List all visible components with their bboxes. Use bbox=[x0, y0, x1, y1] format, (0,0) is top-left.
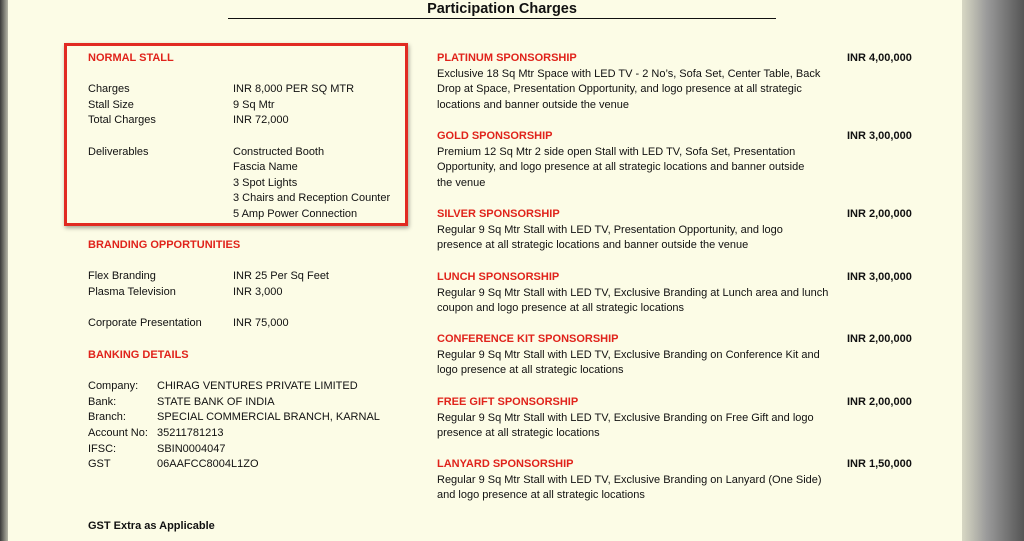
sponsorship-desc-line: presence at all strategic locations and banner outside the venue bbox=[437, 239, 749, 252]
banking-heading: BANKING DETAILS bbox=[88, 349, 189, 361]
banking-row-label: Branch: bbox=[88, 411, 126, 424]
stall-row-value: INR 72,000 bbox=[233, 114, 289, 127]
banking-row-value: 35211781213 bbox=[157, 426, 224, 439]
branding-row-label: Plasma Television bbox=[88, 285, 176, 298]
banking-row bbox=[88, 457, 380, 473]
sponsorship-desc-line: the venue bbox=[437, 176, 486, 189]
sponsorship-name: SILVER SPONSORSHIP bbox=[437, 208, 560, 220]
normal-stall-heading: NORMAL STALL bbox=[88, 52, 174, 64]
branding-row-label: Corporate Presentation bbox=[88, 316, 202, 329]
banking-row-value: 06AAFCC8004L1ZO bbox=[157, 458, 259, 471]
sponsorship-name: GOLD SPONSORSHIP bbox=[437, 130, 553, 142]
sponsorship-platinum bbox=[437, 51, 837, 113]
window-frame-left bbox=[0, 0, 8, 541]
banking-row-label: IFSC: bbox=[88, 442, 117, 455]
deliverables-block bbox=[88, 145, 390, 223]
banking-row bbox=[88, 410, 380, 426]
stall-row bbox=[88, 82, 390, 98]
sponsorship-desc-line: logo presence at all strategic locations bbox=[437, 364, 624, 377]
sponsorship-name: FREE GIFT SPONSORSHIP bbox=[437, 396, 579, 408]
branding-row-value: INR 75,000 bbox=[233, 316, 289, 329]
sponsorship-name: LANYARD SPONSORSHIP bbox=[437, 458, 574, 470]
sponsorship-desc-line: Opportunity, and logo presence at all strategic locations and banner outside bbox=[437, 161, 805, 174]
sponsorship-desc-line: presence at all strategic locations bbox=[437, 427, 600, 440]
branding-row bbox=[88, 285, 329, 301]
page-title: Participation Charges bbox=[228, 0, 776, 19]
sponsorship-desc-line: Regular 9 Sq Mtr Stall with LED TV, Exclusive Branding at Lunch area and lunch bbox=[437, 286, 829, 299]
branding-row bbox=[88, 269, 329, 285]
sponsorship-desc-line: Regular 9 Sq Mtr Stall with LED TV, Exclusive Branding on Free Gift and logo bbox=[437, 411, 814, 424]
sponsorship-name: LUNCH SPONSORSHIP bbox=[437, 271, 560, 283]
sponsorship-price: INR 1,50,000 bbox=[847, 458, 912, 470]
deliverables-label: Deliverables bbox=[88, 145, 149, 158]
banking-row-value: SBIN0004047 bbox=[157, 442, 226, 455]
banking-row-value: SPECIAL COMMERCIAL BRANCH, KARNAL bbox=[157, 411, 380, 424]
deliverable-item: Constructed Booth bbox=[233, 145, 325, 158]
sponsorship-price: INR 2,00,000 bbox=[847, 333, 912, 345]
branding-heading: BRANDING OPPORTUNITIES bbox=[88, 239, 241, 251]
sponsorship-price: INR 2,00,000 bbox=[847, 396, 912, 408]
deliverable-item: 5 Amp Power Connection bbox=[233, 207, 358, 220]
branding-row-label: Flex Branding bbox=[88, 270, 156, 283]
stall-row bbox=[88, 113, 390, 129]
banking-section bbox=[88, 348, 380, 473]
sponsorship-desc-line: Premium 12 Sq Mtr 2 side open Stall with LED TV, Sofa Set, Presentation bbox=[437, 145, 796, 158]
stall-row bbox=[88, 98, 390, 114]
sponsorship-price: INR 3,00,000 bbox=[847, 130, 912, 142]
sponsorship-name: CONFERENCE KIT SPONSORSHIP bbox=[437, 333, 619, 345]
sponsorship-desc-line: locations and banner outside the venue bbox=[437, 98, 630, 111]
stall-row-label: Stall Size bbox=[88, 98, 134, 111]
sponsorship-price: INR 2,00,000 bbox=[847, 208, 912, 220]
banking-row-value: CHIRAG VENTURES PRIVATE LIMITED bbox=[157, 380, 358, 393]
sponsorship-price: INR 4,00,000 bbox=[847, 52, 912, 64]
sponsorship-desc-line: Drop at Space, Presentation Opportunity, and logo presence at all strategic bbox=[437, 83, 802, 96]
banking-row bbox=[88, 395, 380, 411]
window-frame-right bbox=[962, 0, 1024, 541]
stall-row-label: Total Charges bbox=[88, 114, 156, 127]
sponsorship-gold bbox=[437, 129, 837, 191]
banking-row-label: Bank: bbox=[88, 395, 117, 408]
sponsorship-desc-line: and logo presence at all strategic locations bbox=[437, 489, 645, 502]
sponsorship-name: PLATINUM SPONSORSHIP bbox=[437, 52, 577, 64]
gst-note: GST Extra as Applicable bbox=[88, 520, 215, 532]
sponsorship-desc-line: Regular 9 Sq Mtr Stall with LED TV, Presentation Opportunity, and logo bbox=[437, 223, 783, 236]
branding-row-value: INR 3,000 bbox=[233, 285, 283, 298]
deliverable-item: 3 Spot Lights bbox=[233, 176, 298, 189]
branding-section bbox=[88, 238, 329, 332]
banking-row-label: GST bbox=[88, 458, 111, 471]
banking-row-label: Company: bbox=[88, 380, 139, 393]
sponsorship-desc-line: Exclusive 18 Sq Mtr Space with LED TV - 2 No’s, Sofa Set, Center Table, Back bbox=[437, 67, 821, 80]
sponsorship-free-gift bbox=[437, 395, 837, 442]
banking-row-value: STATE BANK OF INDIA bbox=[157, 395, 275, 408]
sponsorship-conference-kit bbox=[437, 332, 837, 379]
sponsorship-lunch bbox=[437, 270, 837, 317]
stall-row-value: INR 8,000 PER SQ MTR bbox=[233, 83, 355, 96]
sponsorship-desc-line: Regular 9 Sq Mtr Stall with LED TV, Exclusive Branding on Lanyard (One Side) bbox=[437, 473, 822, 486]
sponsorship-desc-line: Regular 9 Sq Mtr Stall with LED TV, Exclusive Branding on Conference Kit and bbox=[437, 348, 820, 361]
banking-row-label: Account No: bbox=[88, 426, 148, 439]
stall-row-label: Charges bbox=[88, 83, 130, 96]
branding-row bbox=[88, 316, 329, 332]
normal-stall-section bbox=[88, 51, 390, 223]
stall-row-value: 9 Sq Mtr bbox=[233, 98, 275, 111]
banking-row bbox=[88, 442, 380, 458]
deliverable-item: 3 Chairs and Reception Counter bbox=[233, 192, 391, 205]
sponsorship-price: INR 3,00,000 bbox=[847, 271, 912, 283]
deliverables-list bbox=[233, 145, 390, 223]
banking-row bbox=[88, 379, 380, 395]
deliverable-item: Fascia Name bbox=[233, 161, 298, 174]
sponsorship-silver bbox=[437, 207, 837, 254]
banking-row bbox=[88, 426, 380, 442]
sponsorship-desc-line: coupon and logo presence at all strategic locations bbox=[437, 302, 685, 315]
sponsorship-lanyard bbox=[437, 457, 837, 504]
branding-row-value: INR 25 Per Sq Feet bbox=[233, 270, 329, 283]
